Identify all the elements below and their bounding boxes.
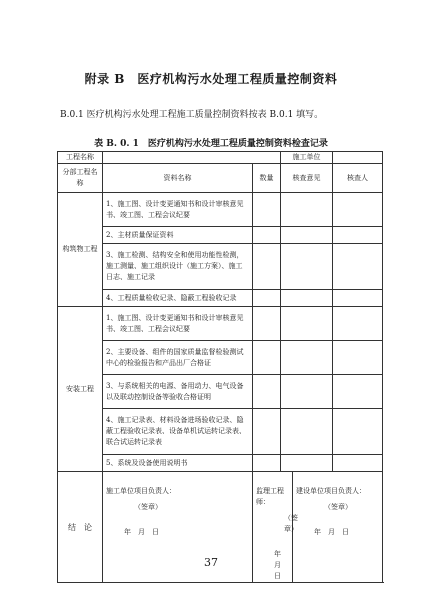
table-row <box>58 375 383 409</box>
quantity-cell[interactable] <box>253 193 281 227</box>
quantity-cell[interactable] <box>253 290 281 307</box>
material-item: 2、主要设备、组件的国家质量监督检验测试中心的检验报告和产品出厂合格证 <box>103 341 253 375</box>
header-opinion: 核查意见 <box>281 164 333 193</box>
construction-unit-label: 施工单位 <box>281 152 333 164</box>
signature-date: 年 月 日 <box>124 528 159 536</box>
table-caption: 表 B. 0. 1 医疗机构污水处理工程质量控制资料检查记录 <box>94 139 328 149</box>
construction-unit-value[interactable] <box>333 152 383 164</box>
conclusion-label: 结 论 <box>58 472 103 583</box>
quantity-cell[interactable] <box>253 409 281 455</box>
checker-cell[interactable] <box>333 455 383 472</box>
material-item: 4、工程质量检收记录、隐蔽工程验收记录 <box>103 290 253 307</box>
signature-role: 施工单位项目负责人： <box>106 487 176 495</box>
table-row <box>58 193 383 227</box>
quantity-cell[interactable] <box>253 455 281 472</box>
material-item: 1、施工图、设计变更通知书和设计审核意见书、竣工图、工程会议纪要 <box>103 307 253 341</box>
material-item: 4、施工记录表、材料设备进场验收记录、隐蔽工程验收记录表、设备单机试运转记录表、联合试运转记录表 <box>103 409 253 455</box>
project-name-row <box>58 152 383 164</box>
checker-cell[interactable] <box>333 290 383 307</box>
table-row <box>58 455 383 472</box>
signature-date: 年 月 日 <box>274 550 288 580</box>
checker-cell[interactable] <box>333 193 383 227</box>
material-item: 3、与系统相关的电源、备用动力、电气设备以及联动控制设备等验收合格证明 <box>103 375 253 409</box>
table-row <box>58 290 383 307</box>
quantity-cell[interactable] <box>253 307 281 341</box>
signature-stamp: （签章） <box>324 503 352 511</box>
material-item: 5、系统及设备使用说明书 <box>103 455 253 472</box>
checker-cell[interactable] <box>333 375 383 409</box>
header-quantity: 数量 <box>253 164 281 193</box>
table-row <box>58 244 383 290</box>
material-item: 2、主材质量保证资料 <box>103 227 253 244</box>
quantity-cell[interactable] <box>253 375 281 409</box>
quality-record-table <box>57 151 383 583</box>
table-row <box>58 227 383 244</box>
appendix-title: 附录 B 医疗机构污水处理工程质量控制资料 <box>84 72 338 86</box>
signature-stamp: （签章） <box>134 503 162 511</box>
opinion-cell[interactable] <box>281 290 333 307</box>
header-sub-project: 分部工程名称 <box>58 164 103 193</box>
opinion-cell[interactable] <box>281 193 333 227</box>
header-row <box>58 164 383 193</box>
table-row <box>58 409 383 455</box>
sub-project-name: 构筑物工程 <box>58 193 103 307</box>
opinion-cell[interactable] <box>281 227 333 244</box>
header-checker: 核查人 <box>333 164 383 193</box>
signature-role: 建设单位项目负责人： <box>296 487 366 495</box>
project-name-value[interactable] <box>103 152 281 164</box>
opinion-cell[interactable] <box>281 341 333 375</box>
table-row <box>58 341 383 375</box>
signature-stamp: （签章） <box>284 514 298 533</box>
table-row <box>58 307 383 341</box>
opinion-cell[interactable] <box>281 244 333 290</box>
opinion-cell[interactable] <box>281 307 333 341</box>
opinion-cell[interactable] <box>281 455 333 472</box>
header-material: 资料名称 <box>103 164 253 193</box>
intro-text: B.0.1 医疗机构污水处理工程施工质量控制资料按表 B.0.1 填写。 <box>60 110 324 120</box>
quantity-cell[interactable] <box>253 341 281 375</box>
checker-cell[interactable] <box>333 307 383 341</box>
checker-cell[interactable] <box>333 227 383 244</box>
sub-project-name: 安装工程 <box>58 307 103 472</box>
checker-cell[interactable] <box>333 244 383 290</box>
checker-cell[interactable] <box>333 341 383 375</box>
quantity-cell[interactable] <box>253 227 281 244</box>
signature-role: 监理工程师： <box>256 487 284 506</box>
material-item: 1、施工图、设计变更通知书和设计审核意见书、竣工图、工程会议纪要 <box>103 193 253 227</box>
quantity-cell[interactable] <box>253 244 281 290</box>
signature-date: 年 月 日 <box>314 528 349 536</box>
opinion-cell[interactable] <box>281 409 333 455</box>
material-item: 3、施工检测、结构安全和使用功能性检测，施工测量、施工组织设计（施工方案）、施工日志、施工记录 <box>103 244 253 290</box>
checker-cell[interactable] <box>333 409 383 455</box>
project-name-label: 工程名称 <box>58 152 103 164</box>
opinion-cell[interactable] <box>281 375 333 409</box>
page-number: 37 <box>204 556 218 569</box>
